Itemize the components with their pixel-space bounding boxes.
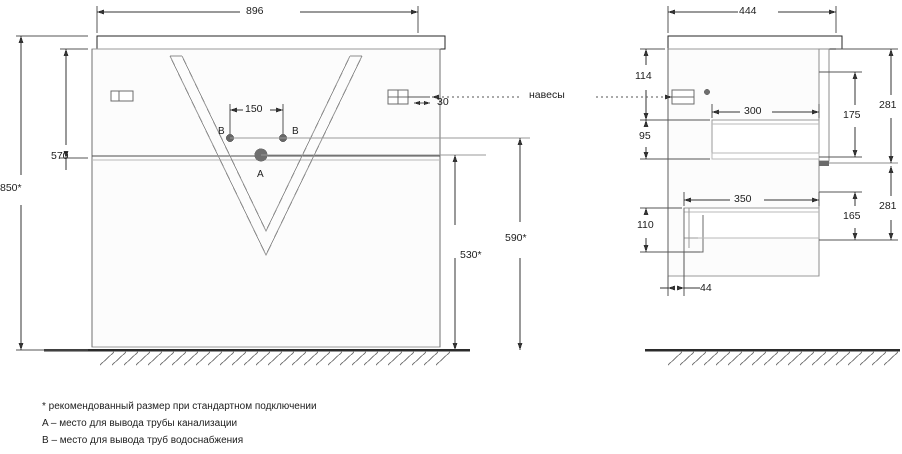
- dim-label-281-bottom: 281: [879, 200, 897, 212]
- dim-label-110: 110: [637, 219, 654, 231]
- dim-label-850: 850*: [0, 182, 22, 194]
- marker-label-b2: B: [292, 126, 299, 137]
- dim-label-114: 114: [635, 70, 652, 82]
- dim-label-444: 444: [739, 5, 757, 17]
- dim-label-165: 165: [843, 210, 861, 222]
- marker-label-b1: B: [218, 126, 225, 137]
- dim-label-896: 896: [246, 5, 264, 17]
- dim-label-570: 570: [51, 150, 69, 162]
- dim-label-44: 44: [700, 282, 712, 294]
- legend-note-3: B – место для вывода труб водоснабжения: [42, 435, 244, 446]
- legend-note-1: * рекомендованный размер при стандартном подключении: [42, 401, 317, 412]
- dim-label-530: 530*: [460, 249, 482, 261]
- dim-label-30: 30: [437, 96, 449, 108]
- dim-label-590: 590*: [505, 232, 527, 244]
- dim-label-350: 350: [734, 193, 752, 205]
- dim-label-175: 175: [843, 109, 861, 121]
- dim-label-281-top: 281: [879, 99, 897, 111]
- dim-label-300: 300: [744, 105, 762, 117]
- dim-label-150: 150: [245, 103, 263, 115]
- legend-block: [42, 398, 317, 449]
- legend-note-2: A – место для вывода трубы канализации: [42, 418, 238, 429]
- callout-label-naves: навесы: [529, 89, 565, 101]
- dim-label-95: 95: [639, 130, 651, 142]
- marker-label-a: A: [257, 169, 264, 180]
